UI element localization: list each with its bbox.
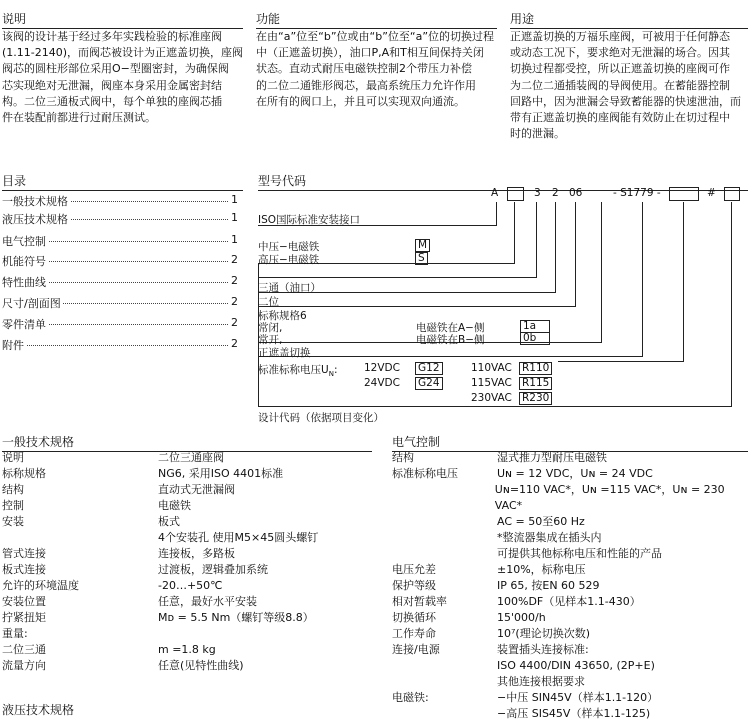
code-115vac: 115VAC [471, 377, 512, 389]
code-g24: G24 [415, 377, 443, 390]
code-nc-solenoid: 电磁铁在A−侧 [416, 322, 485, 334]
toc-item[interactable] [2, 211, 238, 227]
toc-label: 附件 [2, 339, 24, 352]
code-high-solenoid-label: 高压−电磁铁 [258, 254, 320, 266]
description-line: 芯实现绝对无泄漏，阀座本身采用金属密封结 [2, 78, 222, 92]
spec-row: 可提供其他标称电压和性能的产品 [497, 547, 662, 560]
spec-row: 结构 湿式推力型耐压电磁铁 [392, 451, 607, 464]
spec-row: ISO 4400/DIN 43650, (2P+E) [497, 659, 655, 672]
toc-page: 1 [231, 193, 238, 206]
code-hash: # [707, 187, 716, 199]
toc-item[interactable] [2, 193, 238, 209]
toc-label: 尺寸/剖面图 [2, 297, 61, 310]
spec-row: 电磁铁: −中压 SIN45V（样本1.1-120） [392, 691, 659, 704]
code-size-label: 标称规格6 [258, 310, 307, 322]
code-230vac: 230VAC [471, 392, 512, 404]
function-line: 的二位二通锥形阀芯，最高系统压力允许作用 [256, 78, 476, 92]
toc-item[interactable] [2, 337, 238, 353]
code-nc-label: 常闭, [258, 322, 283, 334]
spec-row: 流量方向 任意(见特性曲线) [2, 659, 244, 672]
code-overlap-label: 正遮盖切换 [258, 347, 311, 359]
spec-row: 连接/电源 装置插头连接标准: [392, 643, 589, 656]
function-line: 状态。直动式耐压电磁铁控制2个带压力补偿 [256, 62, 472, 76]
toc-label: 电气控制 [2, 235, 46, 248]
toc-page: 2 [231, 274, 238, 287]
code-mid-value: M [415, 239, 430, 252]
spec-row: 说明 二位三通座阀 [2, 451, 224, 464]
general-specs-heading: 一般技术规格 [2, 433, 372, 452]
spec-row: 4个安装孔 使用M5×45圆头螺钉 [158, 531, 319, 544]
code-r115: R115 [519, 377, 552, 390]
toc-page: 2 [231, 295, 238, 308]
description-line: 件在装配前都进行过耐压测试。 [2, 111, 156, 125]
code-3: 3 [534, 187, 541, 199]
spec-row: 结构 直动式无泄漏阀 [2, 483, 235, 496]
code-no-label: 常开, [258, 334, 283, 346]
function-line: 中（正遮盖切换），油口P,A和T相互间保持关闭 [256, 46, 484, 60]
toc-page: 2 [231, 337, 238, 350]
toc-label: 特性曲线 [2, 276, 46, 289]
code-box-design [724, 187, 740, 201]
code-voltage-label: 标准标称电压$U_N$: [258, 364, 338, 379]
toc-page: 2 [231, 253, 238, 266]
description-line: 该阀的设计基于经过多年实践检验的标准座阀 [2, 30, 222, 43]
code-design-label: 设计代码（依据项目变化） [258, 412, 384, 424]
hydraulic-specs-heading: 液压技术规格 [2, 703, 75, 717]
function-line: 在由“a”位至“b”位或由“b”位至“a”位的切换过程 [256, 30, 495, 43]
spec-row: 二位三通 m =1.8 kg [2, 643, 216, 656]
toc-item[interactable] [2, 295, 238, 311]
spec-row: 安装 板式 [2, 515, 180, 528]
code-ports-label: 三通（油口） [258, 282, 321, 294]
spec-row: 控制 电磁铁 [2, 499, 191, 512]
application-line: 切换过程都受控，所以正遮盖切换的座阀可作 [510, 62, 730, 76]
description-line: 构。二位三通板式阀中，每个单独的座阀芯插 [2, 94, 222, 108]
toc-item[interactable] [2, 253, 238, 269]
function-heading: 功能 [256, 10, 497, 29]
spec-row: 其他连接根据要求 [497, 675, 585, 688]
toc-page: 1 [231, 211, 238, 224]
toc-page: 1 [231, 233, 238, 246]
electrical-heading: 电气控制 [392, 433, 748, 452]
description-line: (1.11-2140)，而阀芯被设计为正遮盖切换，座阀 [2, 46, 244, 60]
application-line: 带有正遮盖切换的座阀能有效防止在切过程中 [510, 111, 730, 125]
general-specs-table [2, 450, 382, 674]
code-110vac: 110VAC [471, 362, 512, 374]
application-text [510, 29, 750, 142]
toc-heading: 目录 [2, 172, 243, 191]
spec-row: 标称规格 NG6, 采用ISO 4401标准 [2, 467, 284, 480]
spec-row: 切换循环 15'000/h [392, 611, 546, 624]
spec-row: 电压允差 ±10%，标称电压 [392, 563, 586, 576]
code-2: 2 [552, 187, 559, 199]
application-line: 时的泄漏。 [510, 127, 565, 141]
spec-row: *整流器集成在插头内 [497, 531, 602, 544]
code-no-value: 0b [520, 332, 550, 345]
spec-row: 工作寿命 10⁷(理论切换次数) [392, 627, 590, 640]
spec-row: 拧紧扭矩 Mᴅ = 5.5 Nm（螺钉等级8.8） [2, 611, 314, 624]
code-no-solenoid: 电磁铁在B−侧 [416, 334, 485, 346]
description-line: 阀芯的圆柱形部位采用O−型圈密封，为确保阀 [2, 62, 229, 76]
code-g12: G12 [415, 362, 443, 375]
code-06: 06 [569, 187, 583, 199]
spec-row: 保护等级 IP 65, 按EN 60 529 [392, 579, 600, 592]
application-heading: 用途 [510, 10, 748, 29]
code-s1779: - S1779 - [613, 187, 661, 199]
function-line: 在所有的阀口上，并且可以实现双向通流。 [256, 94, 465, 108]
spec-row: 相对暂载率 100%DF（见样本1.1-430） [392, 595, 641, 608]
code-24vdc: 24VDC [364, 377, 400, 389]
model-code-heading: 型号代码 [258, 172, 748, 191]
spec-row: 安装位置 任意，最好水平安装 [2, 595, 257, 608]
description-heading: 说明 [2, 10, 243, 29]
spec-row: 板式连接 过渡板，逻辑叠加系统 [2, 563, 268, 576]
toc-page: 2 [231, 316, 238, 329]
spec-row: AC = 50至60 Hz [497, 515, 585, 528]
spec-row: 允许的环境温度 -20…+50℃ [2, 579, 223, 592]
electrical-specs-table [392, 450, 750, 722]
spec-row: 重量: [2, 627, 28, 640]
code-nc-value: 1a [520, 320, 550, 333]
code-positions-label: 二位 [258, 296, 279, 308]
toc-label: 一般技术规格 [2, 195, 68, 208]
toc-label: 液压技术规格 [2, 213, 68, 226]
toc-item[interactable] [2, 316, 238, 332]
toc-label: 零件清单 [2, 318, 46, 331]
spec-row: −高压 SIS45V（样本1.1-125) [497, 707, 651, 720]
code-box-solenoid [507, 187, 524, 201]
description-text [2, 29, 247, 126]
toc-item[interactable] [2, 233, 238, 249]
toc-item[interactable] [2, 274, 238, 290]
code-12vdc: 12VDC [364, 362, 400, 374]
code-box-voltage [669, 187, 699, 201]
application-line: 或动态工况下，要求绝对无泄漏的场合。因其 [510, 46, 730, 60]
application-line: 回路中，因为泄漏会导致蓄能器的快速泄油，而 [510, 94, 741, 108]
code-high-value: S [415, 252, 428, 265]
application-line: 正遮盖切换的万福乐座阀，可被用于任何静态 [510, 30, 730, 43]
function-text [256, 29, 501, 110]
spec-row: Uɴ=110 VAC*，Uɴ =115 VAC*，Uɴ = 230 VAC* [494, 483, 725, 512]
spec-row: 标准标称电压 Uɴ = 12 VDC，Uɴ = 24 VDC [392, 467, 653, 480]
spec-row: 管式连接 连接板，多路板 [2, 547, 235, 560]
code-a: A [491, 187, 499, 199]
code-mid-solenoid-label: 中压−电磁铁 [258, 241, 320, 253]
application-line: 为二位二通插装阀的导阀使用。在蓄能器控制 [510, 78, 730, 92]
code-iso-label: ISO国际标准安装接口 [258, 214, 361, 226]
code-r110: R110 [519, 362, 552, 375]
code-r230: R230 [519, 392, 552, 405]
toc-label: 机能符号 [2, 255, 46, 268]
